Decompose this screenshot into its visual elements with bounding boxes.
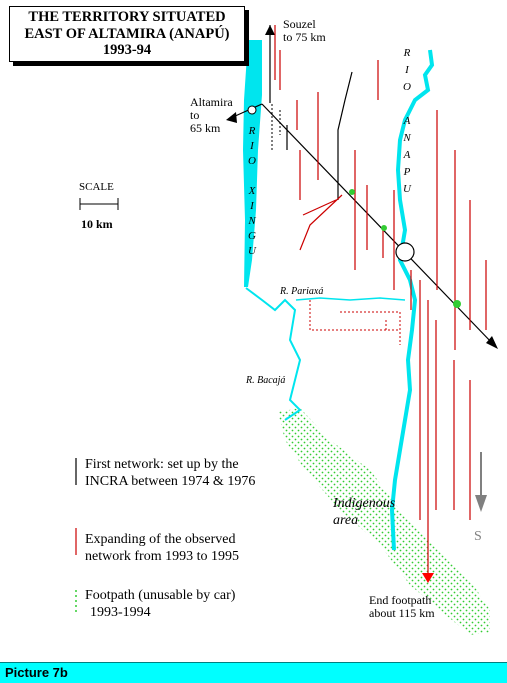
bacaja-label: R. Bacajá xyxy=(246,375,286,386)
legend-footpath: Footpath (unusable by car) 1993-1994 xyxy=(85,588,236,620)
rio-xingu-lower xyxy=(246,288,300,420)
souzel-label: Souzel to 75 km xyxy=(283,17,326,44)
indigenous-label: Indigenous area xyxy=(333,496,396,528)
end-footpath-label: End footpath about 115 km xyxy=(369,593,435,620)
south-arrow-head xyxy=(475,495,487,512)
scale-value: 10 km xyxy=(81,217,113,231)
rio-anapu-label: R I O A N A P U xyxy=(403,47,411,195)
arrow-souzel xyxy=(265,25,275,35)
picture-caption: Picture 7b xyxy=(5,665,68,680)
map-title: THE TERRITORY SITUATED EAST OF ALTAMIRA (ANAPÚ) 1993-94 xyxy=(9,6,245,62)
south-label: S xyxy=(474,529,482,544)
legend-expanding-network: Expanding of the observed network from 1993 to 1995 xyxy=(85,532,239,564)
node-anapu xyxy=(396,243,414,261)
node-green-2 xyxy=(381,225,387,231)
pariaxa-label: R. Pariaxá xyxy=(280,286,324,297)
first-network-dotted xyxy=(272,104,280,150)
legend-first-network: First network: set up by the INCRA between 1974 & 1976 xyxy=(85,457,256,489)
picture-caption-bar xyxy=(0,662,507,683)
node-altamira xyxy=(248,106,256,114)
scale-bar xyxy=(80,198,118,210)
node-green-3 xyxy=(453,300,461,308)
node-green-1 xyxy=(349,189,355,195)
expanding-dotted-roads xyxy=(310,300,400,345)
rio-xingu-label: R I O X I N G U xyxy=(248,125,256,257)
altamira-label: Altamira to 65 km xyxy=(190,95,233,135)
rio-pariaxa xyxy=(296,298,405,300)
scale-label: SCALE xyxy=(79,181,114,193)
